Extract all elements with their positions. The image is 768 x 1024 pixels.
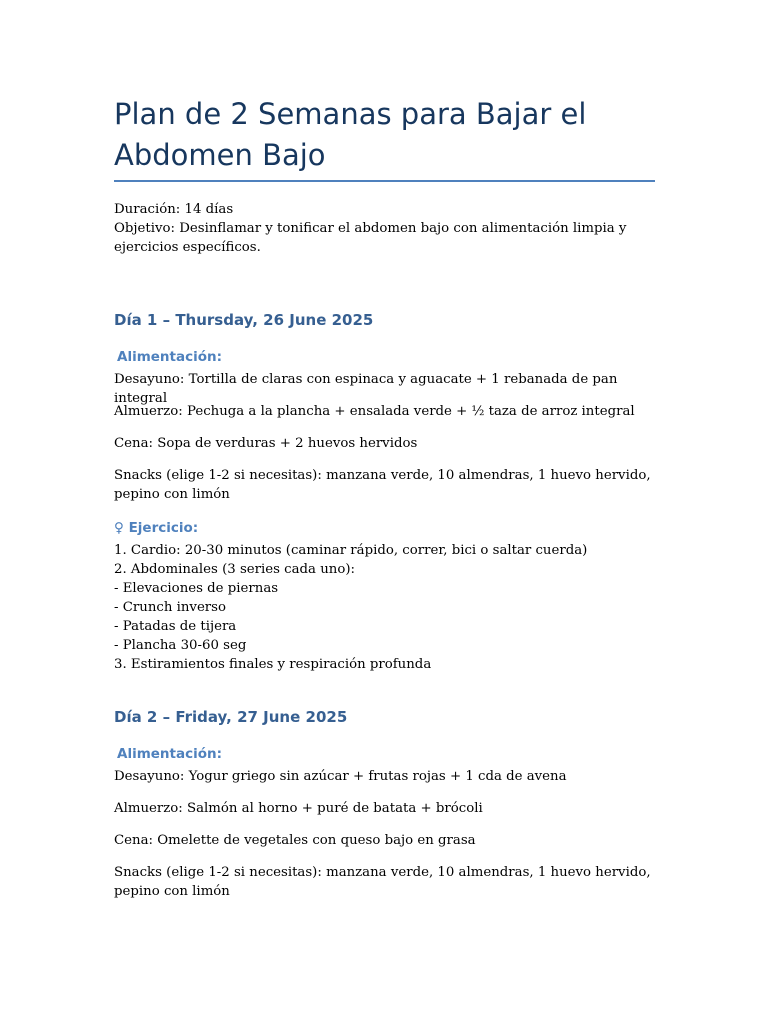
day-2-food-heading: Alimentación: (117, 746, 223, 762)
day-1-heading: Día 1 – Thursday, 26 June 2025 (114, 311, 374, 329)
day-1-lunch: Almuerzo: Pechuga a la plancha + ensalada verde + ½ taza de arroz integral (114, 404, 635, 419)
exercise-line: - Patadas de tijera (114, 619, 237, 634)
day-2-snacks: Snacks (elige 1-2 si necesitas): manzana verde, 10 almendras, 1 huevo hervido, pepino con limón (114, 865, 651, 899)
exercise-line: 1. Cardio: 20-30 minutos (caminar rápido, correr, bici o saltar cuerda) (114, 543, 588, 558)
exercise-line: 3. Estiramientos finales y respiración profunda (114, 657, 432, 672)
day-1-snacks: Snacks (elige 1-2 si necesitas): manzana verde, 10 almendras, 1 huevo hervido, pepino con limón (114, 468, 651, 502)
intro-section (114, 200, 654, 257)
day-1-food-heading: Alimentación: (117, 349, 223, 365)
day-2-lunch: Almuerzo: Salmón al horno + puré de batata + brócoli (114, 801, 483, 816)
exercise-line: - Elevaciones de piernas (114, 581, 279, 596)
day-1-dinner: Cena: Sopa de verduras + 2 huevos hervidos (114, 436, 418, 451)
day-1-exercise-heading: ♀ Ejercicio: (114, 520, 199, 536)
exercise-line: - Plancha 30-60 seg (114, 638, 247, 653)
day-2-heading: Día 2 – Friday, 27 June 2025 (114, 708, 348, 726)
day-1-exercise-list (114, 541, 654, 674)
objective-text: Objetivo: Desinflamar y tonificar el abdomen bajo con alimentación limpia y ejercicios específicos. (114, 221, 627, 255)
day-2-dinner: Cena: Omelette de vegetales con queso bajo en grasa (114, 833, 476, 848)
day-1-breakfast: Desayuno: Tortilla de claras con espinaca y aguacate + 1 rebanada de pan integral (114, 372, 618, 406)
title-divider (114, 180, 655, 182)
day-2-breakfast: Desayuno: Yogur griego sin azúcar + frutas rojas + 1 cda de avena (114, 769, 567, 784)
exercise-line: - Crunch inverso (114, 600, 226, 615)
document-title: Plan de 2 Semanas para Bajar el Abdomen Bajo (114, 97, 587, 172)
duration-text: Duración: 14 días (114, 202, 234, 217)
exercise-line: 2. Abdominales (3 series cada uno): (114, 562, 356, 577)
